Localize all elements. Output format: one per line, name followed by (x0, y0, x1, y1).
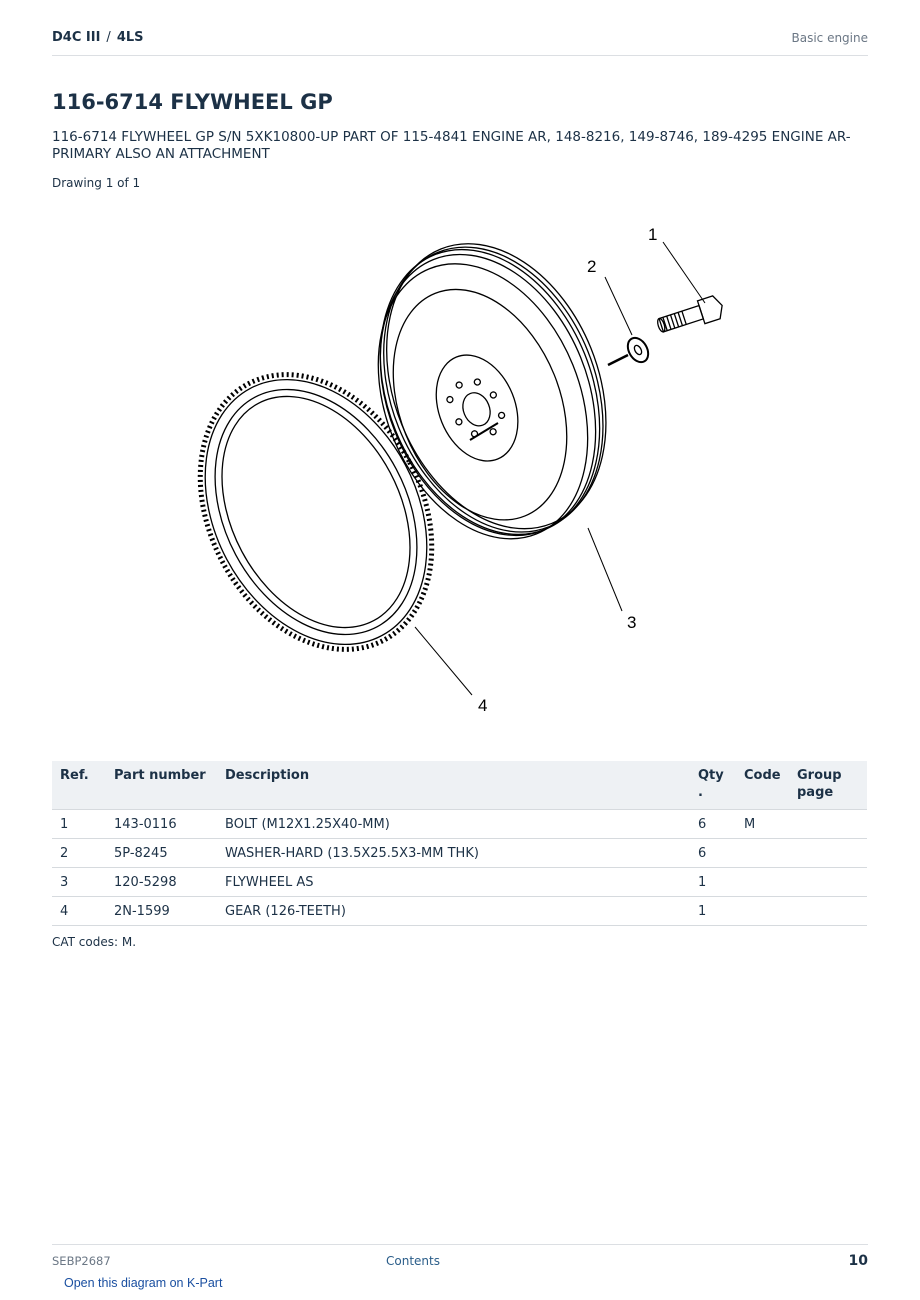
document-id: SEBP2687 (52, 1254, 111, 1268)
flywheel-drawing (334, 215, 648, 570)
bolt-drawing (655, 294, 726, 338)
cell-ref: 1 (52, 810, 106, 839)
table-row (52, 810, 867, 839)
callout-4: 4 (478, 696, 488, 715)
table-row (52, 839, 867, 868)
cell-ref: 4 (52, 897, 106, 926)
table-row (52, 897, 867, 926)
col-header-description: Description (217, 761, 690, 810)
leader-line-3 (588, 528, 622, 611)
col-header-group-page: Group page (789, 761, 867, 810)
cell-part-number: 143-0116 (106, 810, 217, 839)
flywheel-diagram-svg (150, 215, 770, 725)
cell-group-page (789, 810, 867, 839)
callout-1: 1 (648, 225, 658, 244)
cell-code (736, 868, 789, 897)
cell-group-page (789, 868, 867, 897)
drawing-label: Drawing 1 of 1 (52, 176, 141, 190)
cell-qty: 1 (690, 868, 736, 897)
col-header-part-number: Part number (106, 761, 217, 810)
leader-line-1 (663, 242, 705, 303)
contents-link[interactable]: Contents (386, 1254, 440, 1268)
kpart-diagram-link[interactable]: Open this diagram on K-Part (64, 1276, 223, 1290)
page-title: 116-6714 FLYWHEEL GP (52, 90, 333, 114)
cell-description: WASHER-HARD (13.5X25.5X3-MM THK) (217, 839, 690, 868)
cell-description: BOLT (M12X1.25X40-MM) (217, 810, 690, 839)
col-header-code: Code (736, 761, 789, 810)
group-description: 116-6714 FLYWHEEL GP S/N 5XK10800-UP PART OF 115-4841 ENGINE AR, 148-8216, 149-8746, 189-4295 ENGINE AR-PRIMARY ALSO AN ATTACHMENT (52, 129, 851, 162)
washer-drawing (608, 334, 652, 366)
col-header-qty: Qty . (690, 761, 736, 810)
ring-gear-drawing (154, 334, 477, 690)
table-header-row (52, 761, 867, 810)
cell-description: FLYWHEEL AS (217, 868, 690, 897)
breadcrumb-serial-prefix: 4LS (116, 30, 144, 45)
cell-code (736, 839, 789, 868)
cell-code (736, 897, 789, 926)
breadcrumb-separator: / (106, 30, 111, 45)
cell-code: M (736, 810, 789, 839)
cell-ref: 2 (52, 839, 106, 868)
exploded-view-diagram (150, 215, 770, 725)
cell-part-number: 2N-1599 (106, 897, 217, 926)
cell-ref: 3 (52, 868, 106, 897)
cell-part-number: 120-5298 (106, 868, 217, 897)
cell-qty: 6 (690, 839, 736, 868)
callout-3: 3 (627, 613, 637, 632)
cell-group-page (789, 897, 867, 926)
leader-line-4 (415, 627, 472, 695)
page-header (52, 28, 868, 56)
section-name: Basic engine (791, 31, 868, 45)
cell-description: GEAR (126-TEETH) (217, 897, 690, 926)
cell-group-page (789, 839, 867, 868)
cat-codes-note: CAT codes: M. (52, 935, 137, 949)
breadcrumb (52, 30, 144, 45)
breadcrumb-model: D4C III (52, 30, 101, 45)
parts-table (52, 761, 867, 926)
cell-qty: 6 (690, 810, 736, 839)
page-number: 10 (848, 1253, 868, 1269)
page-footer (52, 1244, 868, 1269)
leader-line-2 (605, 277, 632, 335)
cell-part-number: 5P-8245 (106, 839, 217, 868)
callout-2: 2 (587, 257, 597, 276)
cell-qty: 1 (690, 897, 736, 926)
col-header-ref: Ref. (52, 761, 106, 810)
table-row (52, 868, 867, 897)
